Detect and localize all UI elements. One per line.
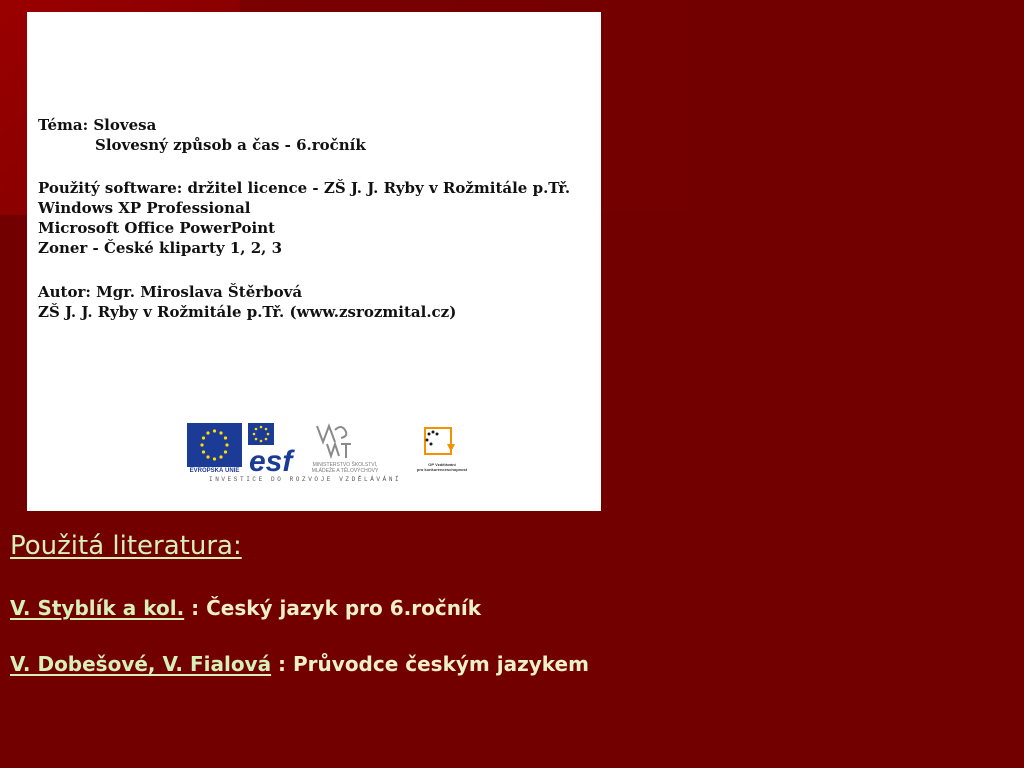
topic-line: Téma: Slovesa: [38, 116, 157, 134]
literature-heading: Použitá literatura:: [10, 531, 242, 561]
investice-tagline: INVESTICE DO ROZVOJE VZDĚLÁVÁNÍ: [209, 476, 402, 483]
literature-title: : Průvodce českým jazykem: [271, 652, 589, 676]
software-item: Windows XP Professional: [38, 199, 251, 217]
eu-flag-icon: [187, 423, 242, 467]
msmt-caption: MINISTERSTVO ŠKOLSTVÍ, MLÁDEŽE A TĚLOVÝCHOVY: [311, 462, 379, 474]
topic-subline: Slovesný způsob a čas - 6.ročník: [95, 136, 366, 154]
literature-title: : Český jazyk pro 6.ročník: [184, 596, 482, 620]
school-line: ZŠ J. J. Ryby v Rožmitále p.Tř. (www.zsrozmital.cz): [38, 303, 457, 321]
op-education-logo-icon: [413, 422, 471, 482]
software-line: Použitý software: držitel licence - ZŠ J. J. Ryby v Rožmitále p.Tř.: [38, 179, 571, 197]
literature-author-link[interactable]: V. Dobešové, V. Fialová: [10, 652, 272, 676]
software-item: Zoner - České kliparty 1, 2, 3: [38, 239, 283, 257]
esf-logo-icon: [248, 423, 302, 475]
funding-logos: [185, 420, 485, 482]
eu-caption: EVROPSKÁ UNIE: [189, 468, 240, 474]
svg-text:esf: esf: [249, 445, 293, 475]
title-card-image: [27, 12, 601, 511]
software-item: Microsoft Office PowerPoint: [38, 219, 276, 237]
op-caption: OP Vzdělávání pro konkurenceschopnost: [416, 462, 468, 472]
literature-entry: [10, 652, 589, 676]
literature-entry: [10, 596, 481, 620]
author-line: Autor: Mgr. Miroslava Štěrbová: [38, 283, 303, 301]
literature-author-link[interactable]: V. Styblík a kol.: [10, 596, 185, 620]
